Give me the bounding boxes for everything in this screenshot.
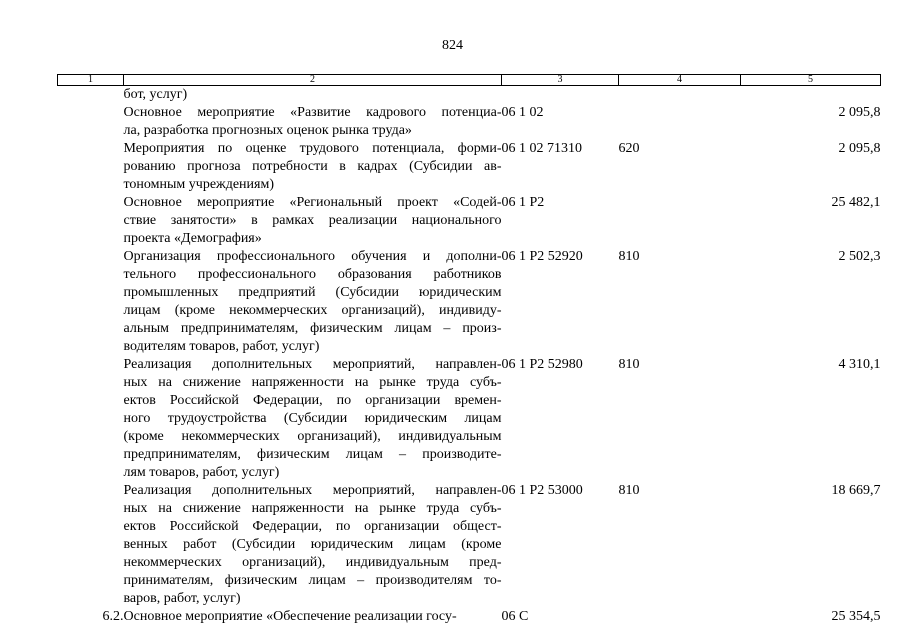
item-name-line: предпринимателям, физическим лицам – производите-	[123, 447, 502, 462]
column-number-row	[58, 75, 881, 86]
budget-code: 06 1 02	[501, 105, 544, 120]
table-row	[58, 248, 881, 356]
item-name	[124, 356, 502, 482]
budget-code: 06 С	[501, 609, 529, 624]
amount: 2 502,3	[838, 249, 881, 264]
budget-code: 06 1 Р2 52980	[501, 357, 583, 372]
item-name-line: бот, услуг)	[123, 87, 188, 102]
amount: 18 669,7	[831, 483, 881, 498]
item-name	[124, 482, 502, 608]
item-name-line: Мероприятия по оценке трудового потенциала, форми-	[123, 141, 502, 156]
item-name	[124, 248, 502, 356]
item-name-line: промышленных предприятий (Субсидии юридическим	[123, 285, 502, 300]
item-name	[124, 140, 502, 194]
row-number	[58, 194, 124, 248]
item-name-line: ных на снижение напряженности на рынке труда субъ-	[123, 501, 502, 516]
table-body	[58, 86, 881, 627]
table-row	[58, 86, 881, 105]
expense-type-code	[619, 86, 741, 105]
row-number	[58, 86, 124, 105]
item-name-line: лям товаров, работ, услуг)	[123, 465, 280, 480]
item-name-line: ных на снижение напряженности на рынке труда субъ-	[123, 375, 502, 390]
expense-type-code: 810	[618, 249, 640, 264]
amount: 2 095,8	[838, 105, 881, 120]
item-name-line: лицам (кроме некоммерческих организаций), индивиду-	[123, 303, 502, 318]
item-name-line: рованию прогноза потребности в кадрах (Субсидии ав-	[123, 159, 502, 174]
amount: 25 354,5	[831, 609, 881, 624]
item-name	[124, 194, 502, 248]
item-name-line: ствие занятости» в рамках реализации национального	[123, 213, 502, 228]
item-name-line: варов, работ, услуг)	[123, 591, 241, 606]
column-header-5: 5	[741, 75, 881, 86]
row-number	[58, 356, 124, 482]
budget-code: 06 1 Р2 52920	[501, 249, 583, 264]
item-name-line: Реализация дополнительных мероприятий, направлен-	[123, 483, 502, 498]
item-name-line: проекта «Демография»	[123, 231, 262, 246]
expense-type-code: 810	[618, 357, 640, 372]
table-row	[58, 608, 881, 626]
expense-type-code: 810	[618, 483, 640, 498]
item-name	[124, 104, 502, 140]
amount: 4 310,1	[838, 357, 881, 372]
item-name-line: принимателям, физическим лицам – производителям то-	[123, 573, 502, 588]
table-row	[58, 194, 881, 248]
item-name-line: тельного профессионального образования работников	[123, 267, 502, 282]
item-name-line: Основное мероприятие «Региональный проект «Содей-	[123, 195, 502, 210]
page-number: 824	[442, 38, 463, 53]
amount: 2 095,8	[838, 141, 881, 156]
column-header-1: 1	[58, 75, 124, 86]
expense-type-code	[619, 608, 741, 626]
item-name-line: Реализация дополнительных мероприятий, направлен-	[123, 357, 502, 372]
table-row	[58, 356, 881, 482]
item-name	[124, 86, 502, 105]
budget-code: 06 1 Р2	[501, 195, 545, 210]
item-name-line: ектов Российской Федерации, по организации времен-	[123, 393, 502, 408]
item-name-line: Основное мероприятие «Обеспечение реализации госу-	[123, 609, 457, 624]
budget-code: 06 1 Р2 53000	[501, 483, 583, 498]
row-number	[58, 482, 124, 608]
item-name-line: венных работ (Субсидии юридическим лицам (кроме	[123, 537, 502, 552]
column-header-2: 2	[124, 75, 502, 86]
expense-type-code	[619, 194, 741, 248]
budget-table	[57, 74, 881, 626]
row-number	[58, 140, 124, 194]
table-row	[58, 140, 881, 194]
item-name-line: (кроме некоммерческих организаций), индивидуальным	[123, 429, 502, 444]
table-row	[58, 482, 881, 608]
item-name-line: ектов Российской Федерации, по организации общест-	[123, 519, 502, 534]
budget-code: 06 1 02 71310	[501, 141, 582, 156]
item-name-line: некоммерческих организаций), индивидуальным пред-	[123, 555, 502, 570]
row-number	[58, 104, 124, 140]
expense-type-code	[619, 104, 741, 140]
item-name-line: ного трудоустройства (Субсидии юридическим лицам	[123, 411, 502, 426]
column-header-4: 4	[619, 75, 741, 86]
amount: 25 482,1	[831, 195, 881, 210]
item-name-line: Основное мероприятие «Развитие кадрового потенциа-	[123, 105, 502, 120]
column-header-3: 3	[502, 75, 619, 86]
item-name-line: ла, разработка прогнозных оценок рынка труда»	[123, 123, 412, 138]
item-name-line: Организация профессионального обучения и дополни-	[123, 249, 502, 264]
table-row	[58, 104, 881, 140]
budget-code	[502, 86, 619, 105]
amount	[741, 86, 881, 105]
row-number: 6.2.	[102, 609, 124, 624]
item-name-line: тономным учреждениям)	[123, 177, 274, 192]
item-name-line: водителям товаров, работ, услуг)	[123, 339, 320, 354]
row-number	[58, 248, 124, 356]
item-name-line: альным предпринимателям, физическим лицам – произ-	[123, 321, 502, 336]
expense-type-code: 620	[618, 141, 640, 156]
item-name	[124, 608, 502, 626]
